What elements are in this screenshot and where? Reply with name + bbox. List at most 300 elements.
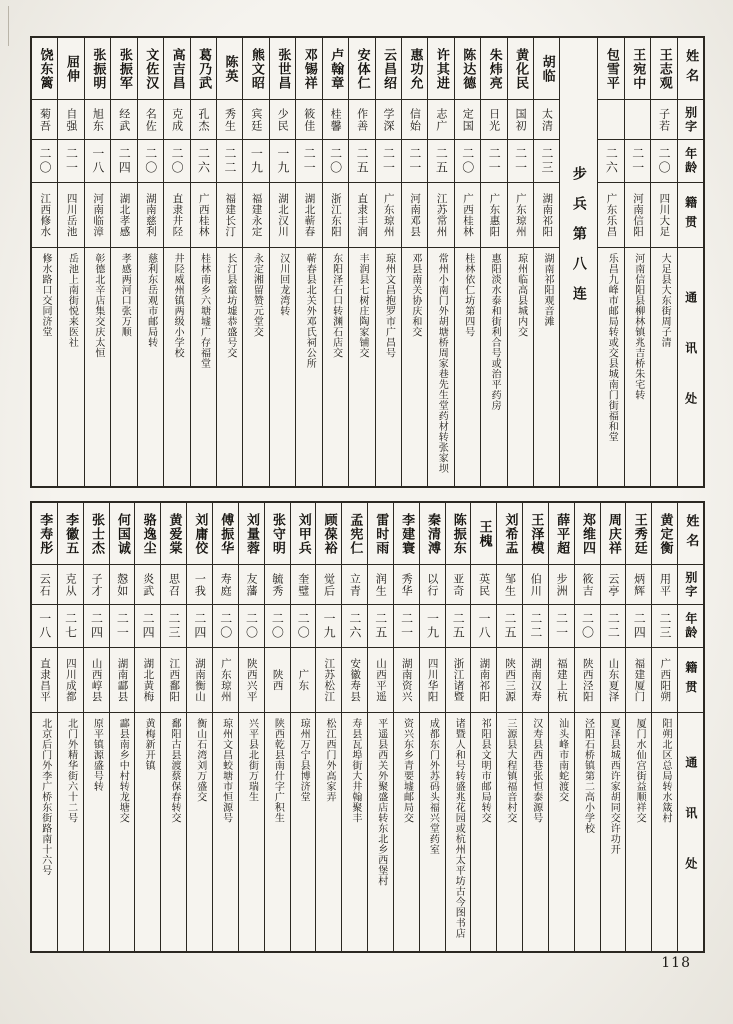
person-address: 汕头峰市南蛇渡交	[556, 718, 568, 802]
person-native-place: 福建长汀	[224, 193, 237, 237]
person-native-place-cell	[652, 648, 677, 713]
person-address: 慈利东岳观市邮局转	[145, 253, 157, 348]
person-age-cell	[316, 605, 341, 648]
person-alias: 秀华	[400, 572, 414, 597]
person-native-place: 湖南慈利	[144, 193, 157, 237]
person-address-cell	[323, 248, 348, 486]
person-name-cell	[138, 38, 163, 100]
person-native-place: 湖南祁阳	[541, 193, 554, 237]
person-name-cell	[270, 38, 295, 100]
person-age: 二〇	[170, 147, 185, 175]
person-native-place-cell	[138, 183, 163, 248]
person-alias-cell	[32, 100, 57, 140]
person-address-cell	[32, 713, 57, 951]
person-alias: 学深	[381, 107, 395, 132]
roster-column	[522, 503, 548, 951]
person-age: 二二	[528, 612, 543, 640]
person-address-cell	[497, 713, 522, 951]
person-native-place-cell	[598, 183, 623, 248]
roster-column	[341, 503, 367, 951]
person-native-place: 江苏松江	[323, 658, 336, 702]
person-name-cell	[455, 38, 480, 100]
person-address: 寿县瓦埠街大井翰聚丰	[349, 718, 361, 823]
person-address: 厦门水仙宫街益顺祥交	[634, 718, 646, 823]
person-alias: 筱吉	[580, 572, 594, 597]
person-native-place: 福建上杭	[555, 658, 568, 702]
person-alias-cell	[652, 565, 677, 605]
person-native-place: 广东琼州	[219, 658, 232, 702]
roster-column	[32, 503, 57, 951]
person-native-place-cell	[187, 648, 212, 713]
person-age: 二四	[632, 612, 647, 640]
person-address: 黄梅新开镇	[143, 718, 155, 771]
person-native-place-cell	[455, 183, 480, 248]
person-name-cell	[58, 503, 83, 565]
person-native-place-cell	[217, 183, 242, 248]
person-age: 二二	[606, 612, 621, 640]
roster-column	[32, 38, 57, 486]
roster-column	[597, 38, 623, 486]
person-address: 泾阳石桥镇第二高小学校	[582, 718, 594, 834]
person-name: 刘甲兵	[295, 512, 311, 555]
person-age-cell	[508, 140, 533, 183]
person-age: 二〇	[218, 612, 233, 640]
person-address-cell	[135, 713, 160, 951]
person-age: 一九	[249, 147, 264, 175]
person-name: 葛乃武	[196, 47, 212, 90]
roster-column	[393, 503, 419, 951]
person-age: 二一	[115, 612, 130, 640]
person-native-place-cell	[135, 648, 160, 713]
person-name-cell	[111, 38, 136, 100]
column-header-name-cell	[678, 38, 703, 100]
person-address: 北京后门外李广桥东街路南十六号	[39, 718, 51, 876]
person-native-place: 湖北汉川	[277, 193, 290, 237]
person-alias-cell	[111, 100, 136, 140]
column-header-name: 姓名	[683, 514, 699, 553]
person-age: 二六	[196, 147, 211, 175]
person-age: 二四	[89, 612, 104, 640]
person-native-place-cell	[575, 648, 600, 713]
person-address: 兴平县北街万瑞生	[246, 718, 258, 802]
person-age-cell	[549, 605, 574, 648]
person-native-place-cell	[342, 648, 367, 713]
person-age: 二〇	[460, 147, 475, 175]
person-age: 二五	[355, 147, 370, 175]
person-age-cell	[217, 140, 242, 183]
person-native-place: 山西崞县	[90, 658, 103, 702]
person-alias-cell	[191, 100, 216, 140]
person-native-place: 陕西	[271, 669, 284, 691]
person-address-cell	[455, 248, 480, 486]
person-name-cell	[85, 38, 110, 100]
person-native-place-cell	[110, 648, 135, 713]
roster-column	[212, 503, 238, 951]
person-alias-cell	[239, 565, 264, 605]
person-age-cell	[84, 605, 109, 648]
person-alias-cell	[575, 565, 600, 605]
person-name: 王志观	[656, 47, 672, 90]
top-roster-table	[30, 36, 705, 488]
person-name-cell	[446, 503, 471, 565]
person-native-place: 河南临漳	[92, 193, 105, 237]
person-alias: 云亭	[606, 572, 620, 597]
section-divider-column	[559, 38, 597, 486]
person-native-place: 湖北黄梅	[142, 658, 155, 702]
person-name-cell	[161, 503, 186, 565]
person-address: 酃县南乡中村转龙塘交	[117, 718, 129, 823]
person-address: 琼州文昌抱罗市广昌号	[383, 253, 395, 358]
person-name: 屈伸	[63, 54, 79, 83]
person-alias: 筱佳	[302, 107, 316, 132]
person-address-cell	[161, 713, 186, 951]
person-age-cell	[191, 140, 216, 183]
person-alias: 孔杰	[197, 107, 211, 132]
person-name: 熊文昭	[248, 47, 264, 90]
person-address: 岳池上南街悦来医社	[66, 253, 78, 348]
person-name-cell	[601, 503, 626, 565]
person-age: 二三	[167, 612, 181, 640]
person-alias: 友藩	[245, 572, 258, 597]
person-alias-cell	[342, 565, 367, 605]
person-alias: 桂馨	[329, 107, 343, 132]
person-address: 乐昌九峰市邮局转或交县城南门街福和堂	[606, 253, 618, 442]
person-age-cell	[111, 140, 136, 183]
person-alias-cell	[349, 100, 374, 140]
person-alias: 自强	[64, 107, 78, 132]
person-native-place: 浙江诸暨	[452, 658, 465, 702]
person-native-place-cell	[191, 183, 216, 248]
person-alias-cell	[316, 565, 341, 605]
person-age: 二五	[451, 612, 466, 640]
person-name-cell	[598, 38, 623, 100]
person-age-cell	[213, 605, 238, 648]
roster-column	[367, 503, 393, 951]
person-age-cell	[187, 605, 212, 648]
person-native-place: 江西鄱阳	[168, 658, 181, 702]
person-address: 桂林依仁坊第四号	[462, 253, 474, 337]
person-name-cell	[135, 503, 160, 565]
roster-column	[496, 503, 522, 951]
person-age-cell	[402, 140, 427, 183]
person-name: 黄定衡	[657, 512, 673, 555]
person-alias-cell	[265, 565, 290, 605]
person-address: 衡山石湾刘万盛交	[194, 718, 206, 802]
roster-column	[216, 38, 242, 486]
person-name-cell	[481, 38, 506, 100]
person-age-cell	[455, 140, 480, 183]
person-age-cell	[534, 140, 559, 183]
person-native-place: 直隶昌平	[38, 658, 51, 702]
column-header-native-cell	[678, 648, 703, 713]
person-native-place-cell	[270, 183, 295, 248]
person-name-cell	[394, 503, 419, 565]
person-native-place-cell	[481, 183, 506, 248]
header-column	[677, 38, 703, 486]
person-age-cell	[446, 605, 471, 648]
person-alias: 邹生	[503, 572, 517, 597]
person-age-cell	[110, 605, 135, 648]
person-alias-cell	[651, 100, 676, 140]
person-address: 成都东门外苏码头福兴堂药室	[427, 718, 439, 855]
person-address: 丰润县七树庄陶家铺交	[357, 253, 369, 358]
person-alias: 志广	[434, 107, 448, 132]
person-address-cell	[626, 713, 651, 951]
roster-column	[533, 38, 559, 486]
person-native-place: 直隶丰润	[356, 193, 369, 237]
person-name: 王槐	[476, 519, 492, 548]
column-header-alias: 别字	[683, 105, 698, 134]
person-native-place: 广东	[297, 669, 310, 691]
person-name: 傅振华	[218, 512, 234, 555]
person-age: 二四	[192, 612, 207, 640]
person-alias-cell	[376, 100, 401, 140]
person-age-cell	[291, 605, 316, 648]
person-name: 王宛中	[630, 47, 646, 90]
person-age: 二〇	[244, 612, 259, 640]
person-native-place: 江苏常州	[435, 193, 448, 237]
person-name-cell	[652, 503, 677, 565]
person-address: 汉川回龙湾转	[277, 253, 289, 316]
column-header-age-cell	[678, 605, 703, 648]
person-alias-cell	[187, 565, 212, 605]
person-address-cell	[58, 713, 83, 951]
person-age: 一九	[425, 612, 440, 640]
person-name: 王秀廷	[631, 512, 647, 555]
person-alias-cell	[84, 565, 109, 605]
person-age: 二五	[434, 147, 449, 175]
person-alias-cell	[58, 565, 83, 605]
page-number: 118	[661, 955, 691, 971]
person-name: 张振明	[90, 47, 106, 90]
header-column	[677, 503, 703, 951]
person-address: 井陉威州镇两级小学校	[172, 253, 184, 358]
person-native-place-cell	[58, 183, 83, 248]
person-age: 一八	[37, 612, 52, 640]
person-native-place: 四川大足	[658, 193, 671, 237]
person-native-place: 四川成都	[64, 658, 77, 702]
person-address-cell	[111, 248, 136, 486]
roster-column	[269, 38, 295, 486]
roster-column	[238, 503, 264, 951]
person-name-cell	[296, 38, 321, 100]
person-address-cell	[402, 248, 427, 486]
person-alias-cell	[270, 100, 295, 140]
person-native-place-cell	[394, 648, 419, 713]
person-name-cell	[84, 503, 109, 565]
person-age: 二六	[604, 147, 619, 175]
person-name: 孟宪仁	[347, 512, 363, 555]
person-native-place-cell	[349, 183, 374, 248]
person-native-place: 湖南资兴	[400, 658, 413, 702]
person-alias: 国初	[514, 107, 528, 132]
person-address: 三源县大程镇福音村交	[504, 718, 516, 823]
person-address-cell	[652, 713, 677, 951]
person-alias-cell	[598, 100, 623, 140]
person-alias: 少民	[276, 107, 290, 132]
roster-column	[84, 38, 110, 486]
person-alias-cell	[508, 100, 533, 140]
person-age: 一九	[322, 612, 337, 640]
person-native-place-cell	[508, 183, 533, 248]
person-name: 许其进	[433, 47, 449, 90]
person-native-place: 山东夏泽	[607, 658, 620, 702]
person-address: 蕲春县北关外邓氏祠公所	[304, 253, 316, 369]
person-alias-cell	[523, 565, 548, 605]
column-header-native: 籍贯	[683, 195, 698, 235]
person-alias-cell	[471, 565, 496, 605]
person-address-cell	[164, 248, 189, 486]
person-name-cell	[217, 38, 242, 100]
person-native-place-cell	[239, 648, 264, 713]
roster-column	[625, 503, 651, 951]
column-header-address-cell	[678, 248, 703, 486]
bottom-roster-table	[30, 501, 705, 953]
person-name-cell	[549, 503, 574, 565]
person-native-place-cell	[428, 183, 453, 248]
person-native-place: 四川华阳	[426, 658, 439, 702]
person-age-cell	[58, 140, 83, 183]
person-address-cell	[420, 713, 445, 951]
person-name-cell	[323, 38, 348, 100]
person-address-cell	[508, 248, 533, 486]
person-native-place-cell	[291, 648, 316, 713]
column-header-alias-cell	[678, 565, 703, 605]
person-alias: 思召	[167, 572, 181, 597]
person-alias: 炳辉	[632, 572, 646, 597]
person-name: 王泽模	[528, 512, 544, 555]
person-native-place: 安徽寿县	[349, 658, 362, 702]
person-address: 汉寿县西巷张恒泰源号	[530, 718, 542, 823]
person-name: 胡临	[539, 54, 555, 83]
roster-column	[507, 38, 533, 486]
person-address: 孝感两河口张万顺	[119, 253, 131, 337]
person-alias: 步洲	[555, 572, 569, 597]
person-address: 琼州文昌蛟塘市恒源号	[220, 718, 232, 823]
roster-column	[322, 38, 348, 486]
person-address-cell	[481, 248, 506, 486]
person-name: 卢翰章	[328, 47, 344, 90]
person-age: 二一	[64, 147, 79, 175]
person-age-cell	[135, 605, 160, 648]
person-address: 东阳泽石口转渊石店交	[330, 253, 342, 358]
roster-column	[315, 503, 341, 951]
person-name-cell	[376, 38, 401, 100]
person-native-place-cell	[296, 183, 321, 248]
person-address: 琼州临高县城内交	[515, 253, 527, 337]
person-name: 张守明	[269, 512, 285, 555]
person-native-place-cell	[243, 183, 268, 248]
person-address: 陕西乾县南什字广积生	[272, 718, 284, 823]
person-address-cell	[342, 713, 367, 951]
person-alias: 菊吾	[38, 107, 52, 132]
person-alias-cell	[428, 100, 453, 140]
person-address-cell	[523, 713, 548, 951]
person-native-place-cell	[161, 648, 186, 713]
person-age-cell	[270, 140, 295, 183]
person-native-place: 福建厦门	[633, 658, 646, 702]
person-alias: 太清	[540, 107, 554, 132]
person-alias: 立青	[348, 572, 362, 597]
column-header-address: 通讯处	[683, 756, 698, 908]
person-age-cell	[164, 140, 189, 183]
person-name: 李徽五	[63, 512, 79, 555]
person-alias: 亚奇	[451, 572, 465, 597]
person-address-cell	[534, 248, 559, 486]
person-age-cell	[368, 605, 393, 648]
person-name: 陈达德	[460, 47, 476, 90]
person-alias: 寿庭	[219, 572, 233, 597]
person-address-cell	[291, 713, 316, 951]
person-address-cell	[598, 248, 623, 486]
person-native-place: 福建永定	[250, 193, 263, 237]
person-age: 一八	[477, 612, 492, 640]
person-address-cell	[349, 248, 374, 486]
person-native-place: 直隶井陉	[171, 193, 184, 237]
person-age: 二一	[554, 612, 569, 640]
person-address-cell	[428, 248, 453, 486]
person-native-place-cell	[626, 648, 651, 713]
person-name: 秦清溥	[424, 512, 440, 555]
person-alias: 炎武	[141, 572, 155, 597]
person-alias-cell	[402, 100, 427, 140]
person-age: 二一	[381, 147, 396, 175]
person-address-cell	[265, 713, 290, 951]
person-address-cell	[471, 713, 496, 951]
person-age-cell	[598, 140, 623, 183]
person-address: 夏泽县城西许家胡同交许功开	[608, 718, 620, 855]
roster-column	[574, 503, 600, 951]
person-address-cell	[296, 248, 321, 486]
person-alias: 宾廷	[249, 107, 263, 132]
person-name-cell	[316, 503, 341, 565]
person-native-place-cell	[32, 648, 57, 713]
person-age-cell	[428, 140, 453, 183]
person-native-place-cell	[497, 648, 522, 713]
person-address: 湖南祁阳观音滩	[541, 253, 553, 327]
person-age-cell	[239, 605, 264, 648]
person-name-cell	[402, 38, 427, 100]
person-address: 河南信阳县柳林镇兆吉桥朱宅转	[632, 253, 644, 400]
roster-column	[650, 38, 676, 486]
roster-column	[160, 503, 186, 951]
person-address: 原平镇源盛号转	[91, 718, 103, 792]
person-name: 张世昌	[275, 47, 291, 90]
person-name: 顾葆裕	[321, 512, 337, 555]
person-address-cell	[316, 713, 341, 951]
column-header-address: 通讯处	[683, 291, 698, 443]
person-age-cell	[265, 605, 290, 648]
person-address: 惠阳淡水泰和街利合号或治平药房	[489, 253, 501, 411]
person-native-place: 陕西兴平	[245, 658, 258, 702]
column-header-name-cell	[678, 503, 703, 565]
person-age: 二〇	[38, 147, 53, 175]
roster-column	[445, 503, 471, 951]
person-alias: 毓秀	[270, 572, 284, 597]
person-native-place: 湖南汉寿	[530, 658, 543, 702]
person-name-cell	[239, 503, 264, 565]
person-alias-cell	[296, 100, 321, 140]
person-native-place: 四川岳池	[65, 193, 78, 237]
person-address-cell	[549, 713, 574, 951]
person-native-place: 山西平遥	[374, 658, 387, 702]
person-alias-cell	[161, 565, 186, 605]
person-alias-cell	[481, 100, 506, 140]
person-age: 二一	[302, 147, 317, 175]
person-alias-cell	[368, 565, 393, 605]
person-alias: 云石	[38, 572, 52, 597]
person-alias-cell	[601, 565, 626, 605]
